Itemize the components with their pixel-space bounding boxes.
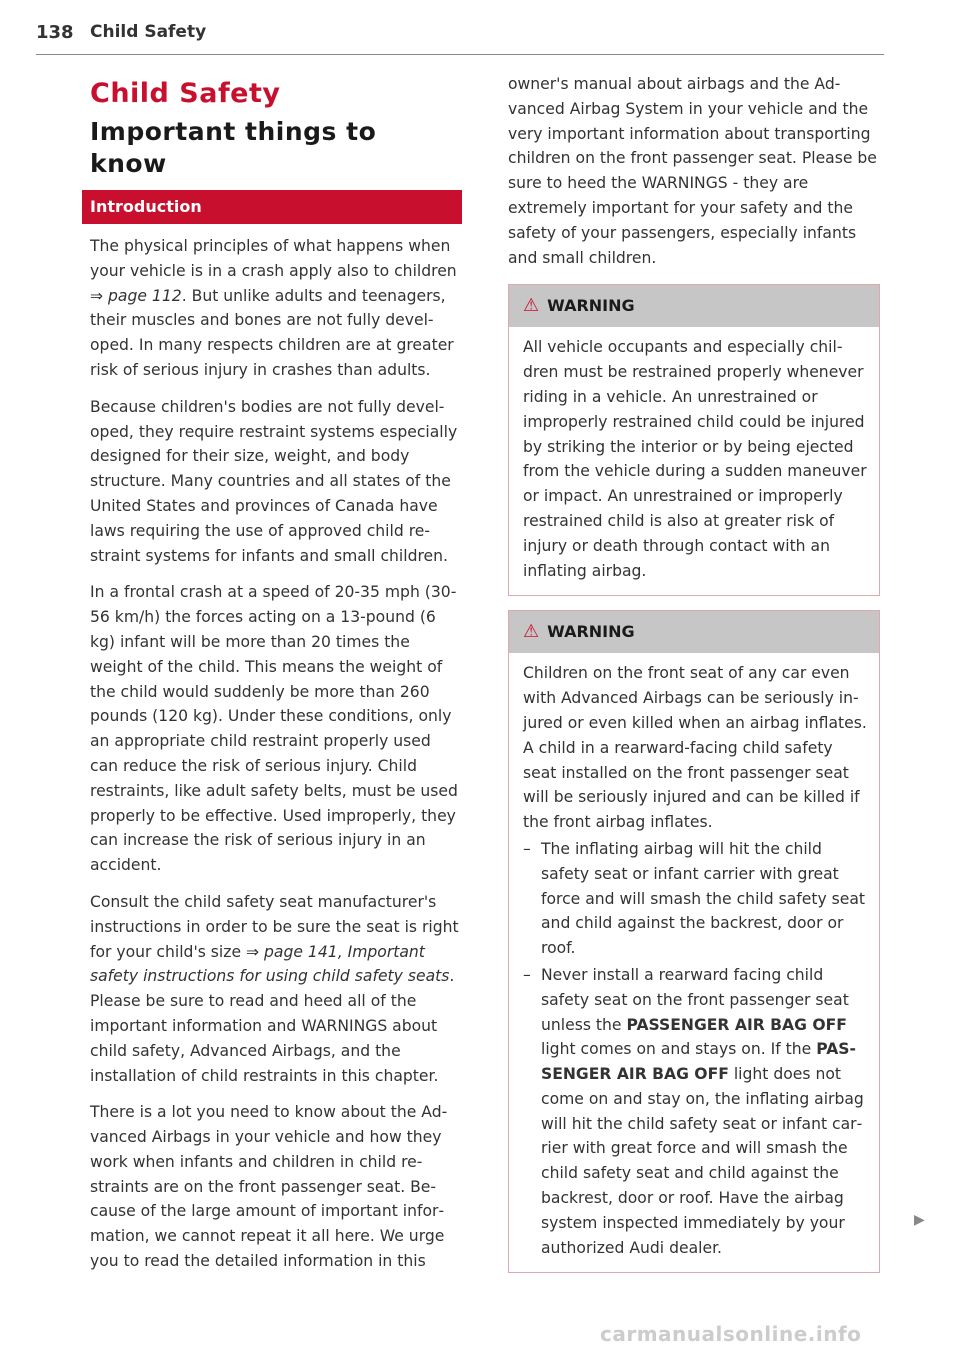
continue-arrow-icon: ▶ [914,1212,925,1228]
indicator-name: PASSENGER AIR BAG OFF [541,1040,856,1084]
text: . But unlike adults and teenagers, their muscles and bones are not fully developed. In many respects children are at greater risk of serious injury in crashes than adults. [90,286,454,379]
warning-body [509,327,879,595]
warning-triangle-icon: ⚠ [523,295,540,317]
paragraph-crash-forces: In a frontal crash at a speed of 20-35 mph (30-56 km/h) the forces acting on a 13-pound (6 kg) infant will be more than 20 times the weight of the child. This means the weight of the child would suddenly be more than 260 pounds (120 kg). Under these conditions, only an appropriate child restraint properly used can reduce the risk of serious injury. Child restraints, like adult safety belts, must be used properly to be effective. Used improperly, they can increase the risk of serious injury in an accident. [90,583,458,875]
warning-body [509,653,879,1272]
page-link-112[interactable]: ⇒ page 112 [90,286,182,305]
warning-bullet [523,963,869,1261]
warning-header [509,285,879,327]
warning-label: WARNING [547,622,635,642]
paragraph-restraints: Because children's bodies are not fully developed, they require restraint systems especially designed for their size, weight, and body structure. Many countries and all states of the United States and provinces of Canada have laws requiring the use of approved child restraint systems for infants and small children. [90,397,458,565]
warning-text: Children on the front seat of any car even with Advanced Airbags can be seriously injured or even killed when an airbag inflates. A child in a rearward-facing child safety seat installed on the front passenger seat will be seriously injured and can be killed if the front airbag inflates. [523,664,867,832]
warning-box-front-seat [508,610,880,1273]
text: The physical principles of what happens when your vehicle is in a crash apply also to children [90,237,457,280]
warning-triangle-icon: ⚠ [523,621,540,643]
page-link-141[interactable]: ⇒ page 141, Important safety instructions for using child safety seats [90,942,450,986]
warning-box-restraint [508,284,880,596]
section-heading: Important things to know [90,117,377,178]
warning-text: All vehicle occupants and especially children must be restrained properly whenever riding in a vehicle. An unrestrained or improperly restrained child could be injured by striking the interior or by being ejected from the vehicle during a sudden maneuver or impact. An unrestrained or improperly restrained child is also at greater risk of injury or death through contact with an inflating airbag. [523,338,867,580]
page-number: 138 [36,22,74,43]
text: . Please be sure to read and heed all of the important information and WARNINGS about child safety, Advanced Airbags, and the installation of child restraints in this chapter. [90,967,455,1085]
indicator-name: PASSENGER AIR BAG OFF [626,1015,847,1034]
right-column [508,72,880,1287]
warning-bullet: – The inflating airbag will hit the child safety seat or infant carrier with great force and will smash the child safety seat and child against the backrest, door or roof. [523,837,869,961]
paragraph-consult [90,890,462,1088]
page-header [36,18,884,55]
running-title: Child Safety [90,22,207,42]
watermark: carmanualsonline.info [600,1322,862,1346]
warning-header [509,611,879,653]
warning-label: WARNING [547,296,635,316]
paragraph-continued: owner's manual about airbags and the Advanced Airbag System in your vehicle and the very important information about transporting children on the front passenger seat. Please be sure to heed the WARNINGS - they are extremely important for your safety and the safety of your passengers, especially infants and small children. [508,75,877,267]
paragraph-physics [90,234,462,383]
text: light does not come on and stay on, the inflating airbag will hit the child safety seat or infant carrier with great force and will smash the child safety seat and child against the backrest, door or roof. Have the airbag system inspected immediately by your authorized Audi dealer. [541,1065,864,1257]
text: light comes on and stays on. If the [541,1040,817,1059]
introduction-bar: Introduction [82,190,462,224]
text: Never install a rearward facing child safety seat on the front passenger seat unless the [541,965,849,1034]
chapter-title: Child Safety [90,78,281,109]
left-column [82,72,462,1286]
text: Consult the child safety seat manufacturer's instructions in order to be sure the seat is right for your child's size [90,892,459,961]
paragraph-airbags: There is a lot you need to know about the Advanced Airbags in your vehicle and how they work when infants and children in child restraints are on the front passenger seat. Because of the large amount of important information, we cannot repeat it all here. We urge you to read the detailed information in this [90,1103,448,1271]
